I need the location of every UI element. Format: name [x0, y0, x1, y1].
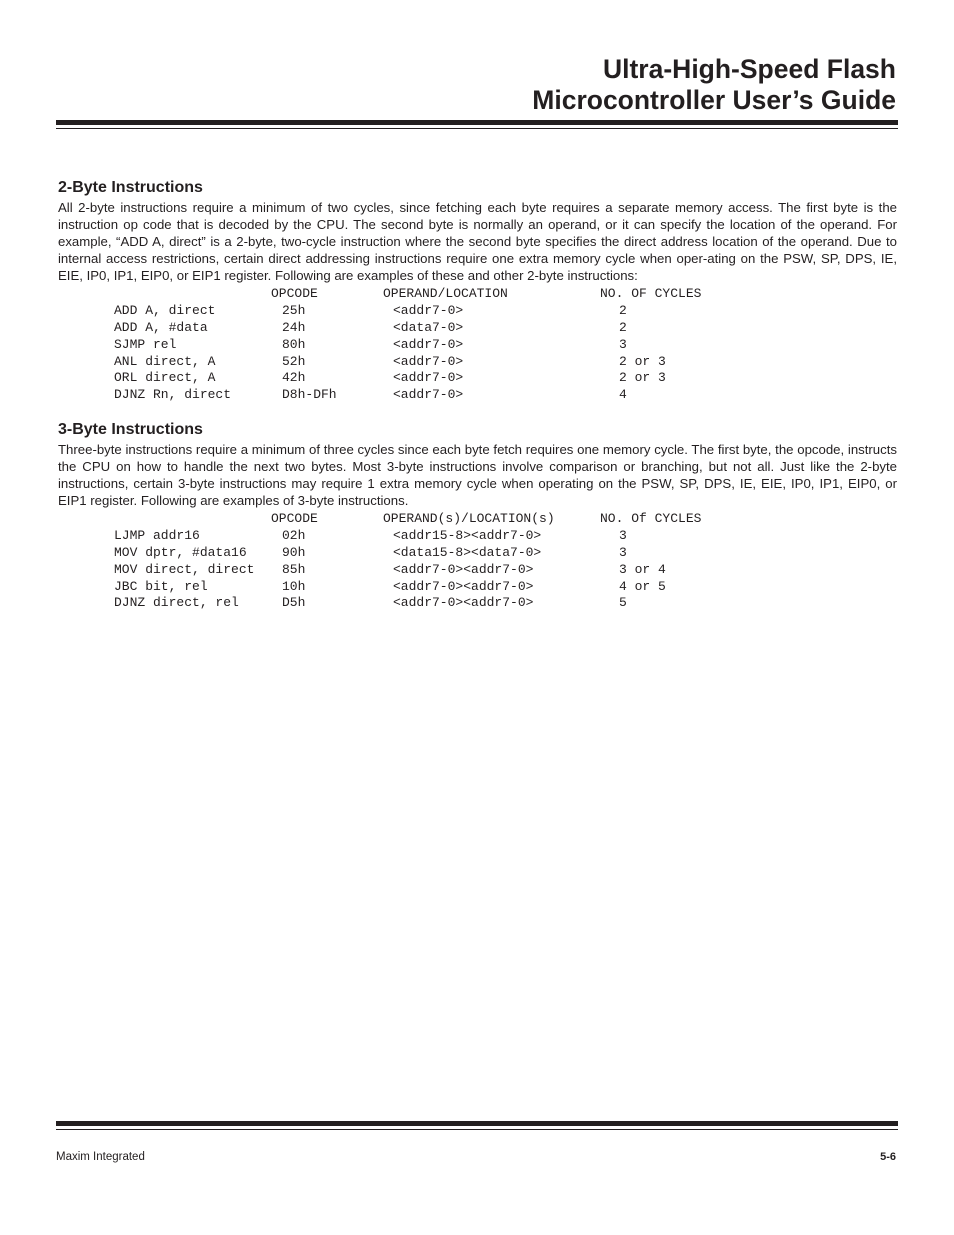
table-header-row	[58, 511, 897, 528]
cell-operand: <addr15-8><addr7-0>	[393, 527, 542, 543]
table-row	[58, 370, 897, 387]
cell-opcode: D8h-DFh	[282, 387, 337, 403]
cell-cycles: 3	[619, 527, 627, 543]
instruction-table-2-byte	[58, 286, 897, 404]
cell-opcode: 52h	[282, 353, 306, 369]
cell-instruction: DJNZ direct, rel	[114, 595, 239, 611]
cell-opcode: 85h	[282, 561, 306, 577]
table-row	[58, 595, 897, 612]
table-header-row	[58, 286, 897, 303]
cell-operand: <addr7-0><addr7-0>	[393, 578, 534, 594]
cell-operand: <data15-8><data7-0>	[393, 544, 542, 560]
page-number: 5-6	[880, 1151, 896, 1163]
cell-opcode: D5h	[282, 595, 306, 611]
cell-cycles: 2	[619, 302, 627, 318]
cell-cycles: 4	[619, 387, 627, 403]
document-title	[532, 54, 896, 116]
section-heading: 2-Byte Instructions	[58, 179, 203, 196]
cell-instruction: SJMP rel	[114, 336, 177, 352]
header-operand: OPERAND(s)/LOCATION(s)	[383, 511, 555, 526]
cell-instruction: MOV direct, direct	[114, 561, 255, 577]
cell-cycles: 2	[619, 319, 627, 335]
cell-instruction: MOV dptr, #data16	[114, 544, 247, 560]
cell-cycles: 3 or 4	[619, 561, 666, 577]
cell-operand: <addr7-0>	[393, 353, 464, 369]
table-row	[58, 562, 897, 579]
header-rule-thin	[56, 128, 898, 129]
cell-cycles: 3	[619, 544, 627, 560]
cell-opcode: 10h	[282, 578, 306, 594]
cell-opcode: 42h	[282, 370, 306, 386]
cell-opcode: 90h	[282, 544, 306, 560]
cell-instruction: DJNZ Rn, direct	[114, 387, 232, 403]
cell-opcode: 24h	[282, 319, 306, 335]
table-row	[58, 354, 897, 371]
header-rule-thick	[56, 120, 898, 125]
cell-cycles: 5	[619, 595, 627, 611]
cell-operand: <addr7-0>	[393, 370, 464, 386]
header-cycles: NO. Of CYCLES	[600, 511, 702, 526]
footer-company: Maxim Integrated	[56, 1151, 145, 1163]
cell-instruction: JBC bit, rel	[114, 578, 208, 594]
cell-operand: <addr7-0><addr7-0>	[393, 595, 534, 611]
instruction-table-3-byte	[58, 511, 897, 612]
cell-operand: <addr7-0>	[393, 336, 464, 352]
cell-operand: <addr7-0>	[393, 387, 464, 403]
table-row	[58, 320, 897, 337]
header-opcode: OPCODE	[271, 511, 318, 526]
title-line-2: Microcontroller User’s Guide	[532, 85, 896, 115]
section-paragraph: Three-byte instructions require a minimum of three cycles since each byte fetch requires one memory cycle. The first byte, the opcode, instructs the CPU on how to handle the next two bytes. Most 3-byte instructions involve comparison or branching, but not all. Just like the 2-byte instructions, certain 3-byte instructions may require 1 extra memory cycle when operating on the PSW, SP, DPS, IE, EIE, IP0, IP1, EIP0, or EIP1 register. Following are examples of 3-byte instructions.	[58, 442, 897, 508]
table-row	[58, 579, 897, 596]
cell-opcode: 80h	[282, 336, 306, 352]
table-row	[58, 528, 897, 545]
table-row	[58, 337, 897, 354]
cell-operand: <addr7-0><addr7-0>	[393, 561, 534, 577]
cell-cycles: 3	[619, 336, 627, 352]
section-2-byte-instructions	[58, 178, 897, 404]
cell-instruction: ADD A, #data	[114, 319, 208, 335]
title-line-1: Ultra-High-Speed Flash	[602, 54, 896, 84]
cell-operand: <data7-0>	[393, 319, 464, 335]
table-row	[58, 303, 897, 320]
cell-instruction: ANL direct, A	[114, 353, 216, 369]
cell-cycles: 2 or 3	[619, 353, 666, 369]
footer-rule-thick	[56, 1121, 898, 1126]
section-heading: 3-Byte Instructions	[58, 421, 203, 438]
cell-instruction: ADD A, direct	[114, 302, 216, 318]
section-paragraph: All 2-byte instructions require a minimum of two cycles, since fetching each byte requires a separate memory access. The first byte is the instruction op code that is decoded by the CPU. The second byte is normally an operand, or it can specify the location of the operand. For example, “ADD A, direct” is a 2-byte, two-cycle instruction where the second byte specifies the direct address location of the operand. Due to internal access restrictions, certain direct addressing instructions require one extra memory cycle when oper-ating on the PSW, SP, DPS, IE, EIE, IP0, IP1, EIP0, or EIP1 register. Following are examples of these and other 2-byte instructions:	[58, 200, 897, 283]
cell-opcode: 02h	[282, 527, 306, 543]
header-opcode: OPCODE	[271, 286, 318, 301]
header-operand: OPERAND/LOCATION	[383, 286, 508, 301]
header-cycles: NO. OF CYCLES	[600, 286, 702, 301]
cell-cycles: 2 or 3	[619, 370, 666, 386]
footer-rule-thin	[56, 1129, 898, 1130]
cell-instruction: ORL direct, A	[114, 370, 216, 386]
section-3-byte-instructions	[58, 420, 897, 612]
cell-operand: <addr7-0>	[393, 302, 464, 318]
cell-instruction: LJMP addr16	[114, 527, 200, 543]
cell-cycles: 4 or 5	[619, 578, 666, 594]
table-row	[58, 387, 897, 404]
table-row	[58, 545, 897, 562]
cell-opcode: 25h	[282, 302, 306, 318]
